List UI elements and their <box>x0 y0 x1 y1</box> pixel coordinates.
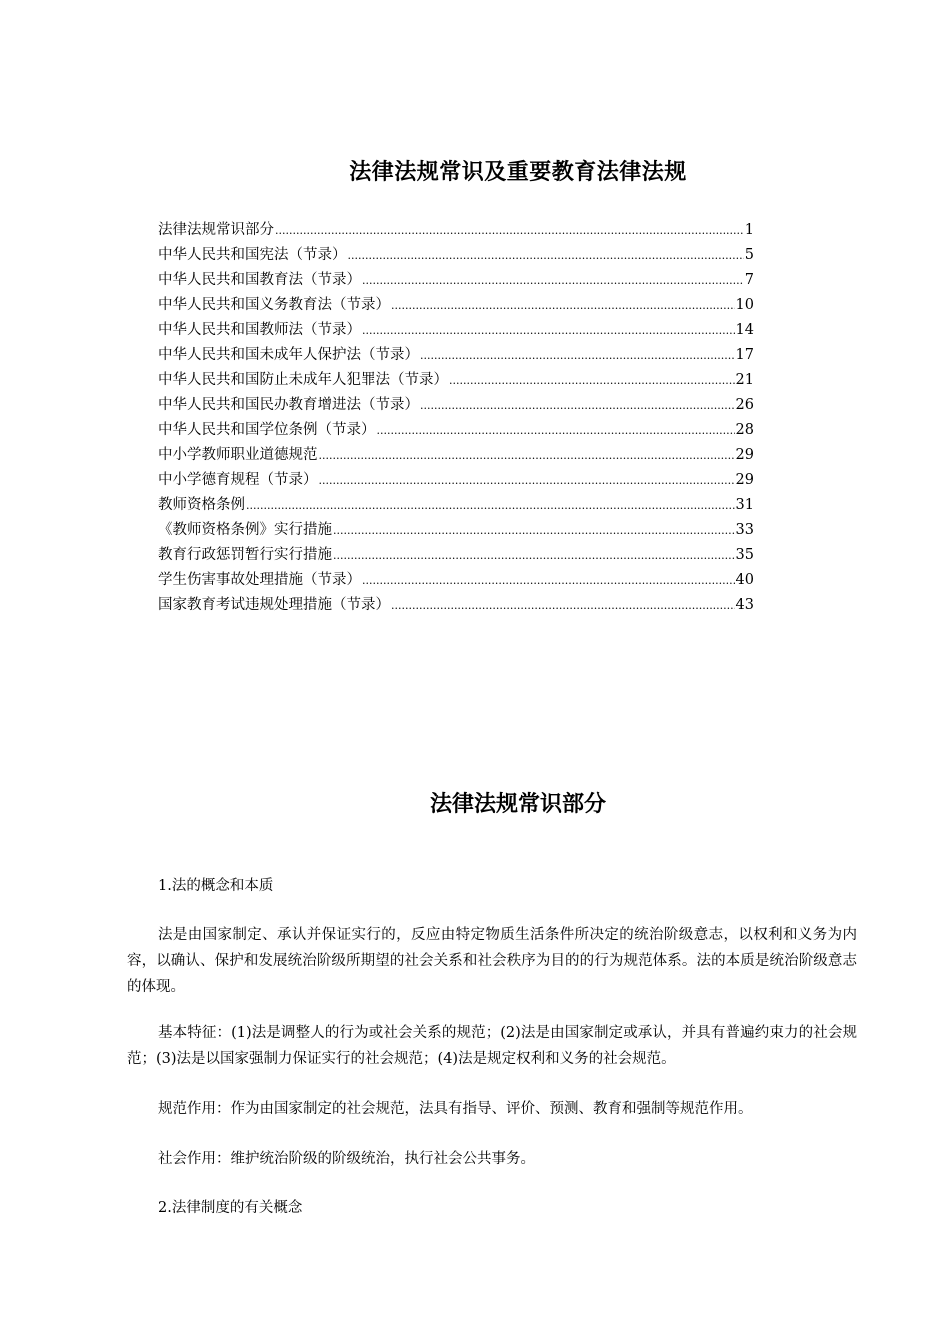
toc-entry-label: 教师资格条例 <box>158 497 245 513</box>
toc-entry-label: 中华人民共和国防止未成年人犯罪法（节录） <box>158 372 448 388</box>
toc-leader-dots <box>275 225 744 236</box>
toc-entry-page: 5 <box>744 247 754 263</box>
section-body <box>127 1020 857 1072</box>
toc-entry-label: 教育行政惩罚暂行实行措施 <box>158 547 332 563</box>
toc-entry[interactable] <box>158 343 754 368</box>
toc-entry-label: 国家教育考试违规处理措施（节录） <box>158 597 390 613</box>
toc-leader-dots <box>246 500 735 511</box>
toc-entry[interactable] <box>158 268 754 293</box>
toc-leader-dots <box>362 325 735 336</box>
toc-entry-page: 31 <box>735 497 754 513</box>
toc-entry-label: 中华人民共和国民办教育增进法（节录） <box>158 397 419 413</box>
toc-entry-label: 《教师资格条例》实行措施 <box>158 522 332 538</box>
section-body <box>127 1096 857 1122</box>
toc-leader-dots <box>319 450 735 461</box>
toc-entry[interactable] <box>158 293 754 318</box>
toc-entry-page: 40 <box>735 572 754 588</box>
toc-entry[interactable] <box>158 468 754 493</box>
toc-entry[interactable] <box>158 393 754 418</box>
toc-entry[interactable] <box>158 593 754 618</box>
toc-entry-page: 7 <box>744 272 754 288</box>
toc-entry-page: 29 <box>735 472 754 488</box>
toc-entry-page: 10 <box>735 297 754 313</box>
toc-entry[interactable] <box>158 318 754 343</box>
section-body <box>127 1195 857 1221</box>
toc-entry[interactable] <box>158 568 754 593</box>
toc-entry[interactable] <box>158 368 754 393</box>
toc-entry-label: 中华人民共和国义务教育法（节录） <box>158 297 390 313</box>
toc-entry-label: 中小学教师职业道德规范 <box>158 447 318 463</box>
toc-entry-page: 28 <box>735 422 754 438</box>
toc-entry-label: 学生伤害事故处理措施（节录） <box>158 572 361 588</box>
toc-entry[interactable] <box>158 243 754 268</box>
toc-leader-dots <box>377 425 735 436</box>
toc-entry-page: 33 <box>735 522 754 538</box>
toc-entry-page: 35 <box>735 547 754 563</box>
toc-leader-dots <box>362 275 744 286</box>
section-body <box>127 922 857 1000</box>
toc-leader-dots <box>391 600 735 611</box>
toc-entry-label: 中小学德育规程（节录） <box>158 472 318 488</box>
toc-entry-label: 中华人民共和国教育法（节录） <box>158 272 361 288</box>
toc-entry-page: 43 <box>735 597 754 613</box>
section-title: 法律法规常识部分 <box>429 791 606 817</box>
paragraph: 法是由国家制定、承认并保证实行的，反应由特定物质生活条件所决定的统治阶级意志，以权利和义务为内容，以确认、保护和发展统治阶级所期望的社会关系和社会秩序为目的的行为规范体系。法的本质是统治阶级意志的体现。 <box>127 927 857 995</box>
toc-entry-page: 26 <box>735 397 754 413</box>
toc-leader-dots <box>391 300 735 311</box>
toc-leader-dots <box>348 250 744 261</box>
section-body <box>127 1146 857 1172</box>
subheading: 2.法律制度的有关概念 <box>158 1200 303 1216</box>
toc-entry-page: 1 <box>744 222 754 238</box>
section-body <box>127 873 857 899</box>
toc-leader-dots <box>362 575 735 586</box>
toc-entry[interactable] <box>158 543 754 568</box>
toc-entry[interactable] <box>158 218 754 243</box>
paragraph: 基本特征：(1)法是调整人的行为或社会关系的规范；(2)法是由国家制定或承认，并具有普遍约束力的社会规范；(3)法是以国家强制力保证实行的社会规范；(4)法是规定权利和义务的社会规范。 <box>127 1025 857 1067</box>
toc-entry-page: 21 <box>735 372 754 388</box>
toc-entry-label: 中华人民共和国宪法（节录） <box>158 247 347 263</box>
toc-entry-label: 中华人民共和国未成年人保护法（节录） <box>158 347 419 363</box>
toc-entry-label: 中华人民共和国学位条例（节录） <box>158 422 376 438</box>
toc-entry-label: 法律法规常识部分 <box>158 222 274 238</box>
toc-leader-dots <box>333 525 735 536</box>
toc-entry-page: 29 <box>735 447 754 463</box>
toc-entry[interactable] <box>158 443 754 468</box>
paragraph: 社会作用：维护统治阶级的阶级统治，执行社会公共事务。 <box>158 1151 535 1167</box>
paragraph: 规范作用：作为由国家制定的社会规范，法具有指导、评价、预测、教育和强制等规范作用。 <box>158 1101 753 1117</box>
table-of-contents <box>158 218 754 618</box>
toc-leader-dots <box>449 375 735 386</box>
toc-entry[interactable] <box>158 493 754 518</box>
toc-entry-page: 17 <box>735 347 754 363</box>
subheading: 1.法的概念和本质 <box>158 878 274 894</box>
toc-entry-page: 14 <box>735 322 754 338</box>
document-title: 法律法规常识及重要教育法律法规 <box>349 159 687 185</box>
toc-entry[interactable] <box>158 418 754 443</box>
toc-leader-dots <box>319 475 735 486</box>
toc-leader-dots <box>420 350 735 361</box>
toc-entry[interactable] <box>158 518 754 543</box>
toc-leader-dots <box>333 550 735 561</box>
toc-entry-label: 中华人民共和国教师法（节录） <box>158 322 361 338</box>
toc-leader-dots <box>420 400 735 411</box>
